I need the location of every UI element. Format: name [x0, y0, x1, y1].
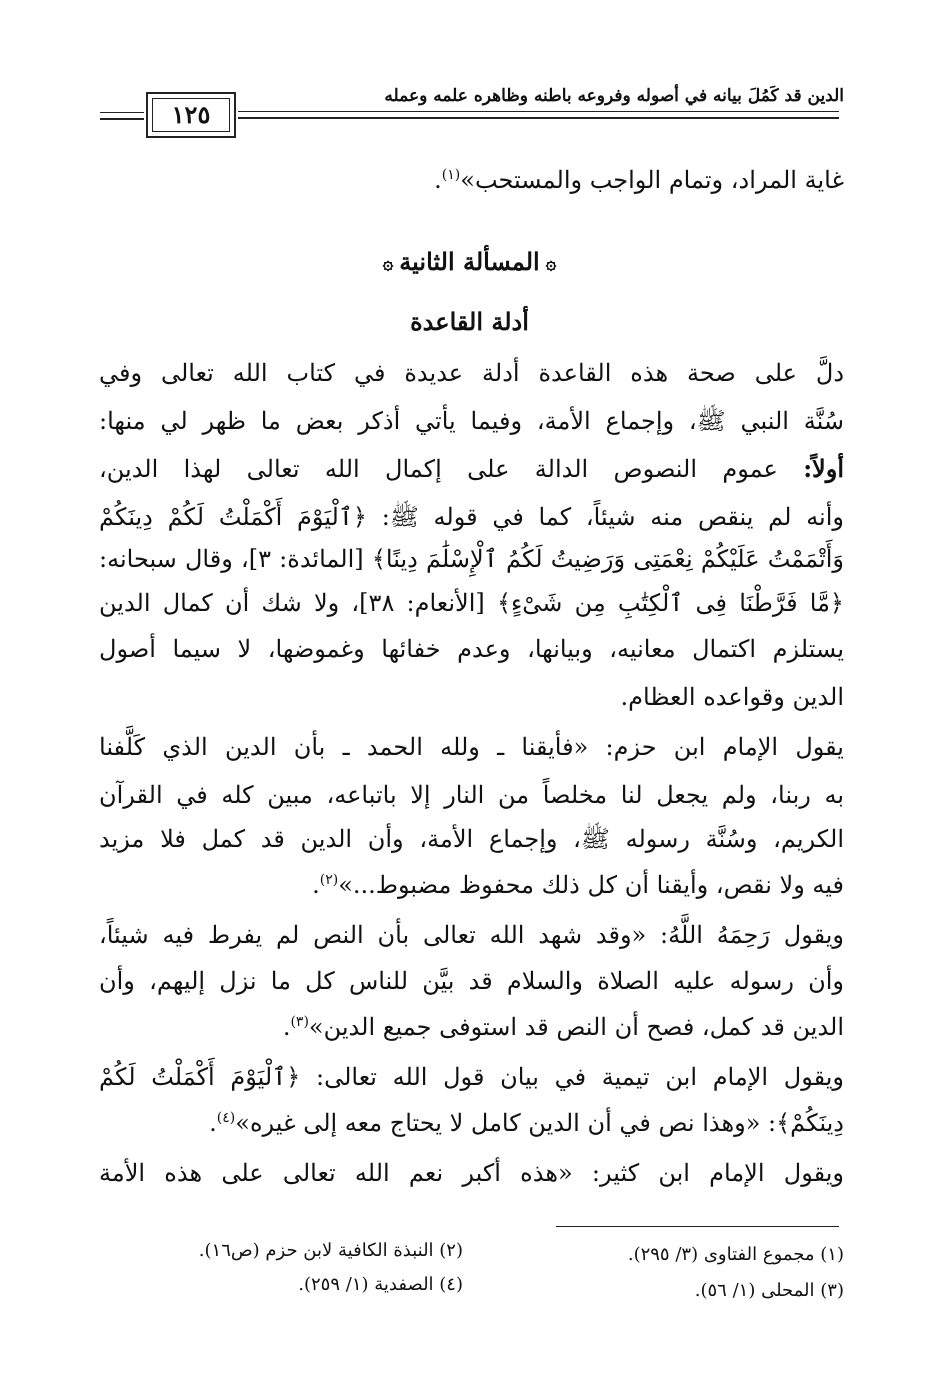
text-line: ﴿مَّا فَرَّطْنَا فِى ٱلْكِتَٰبِ مِن شَىْءٍ﴾ [الأنعام: ٣٨]، ولا شك أن كمال الدين — [99, 589, 844, 617]
running-header-title: الدين قد كَمُلَ بيانه في أصوله وفروعه باطنه وظاهره علمه وعمله — [384, 86, 844, 106]
footnote-ref: (٤) — [216, 1110, 236, 1126]
text-line: وَأَتْمَمْتُ عَلَيْكُمْ نِعْمَتِى وَرَضِيتُ لَكُمُ ٱلْإِسْلَٰمَ دِينًا﴾ [المائدة: ٣]، وقال سبحانه: — [99, 545, 844, 573]
text-line: وأنه لم ينقص منه شيئاً، كما في قوله ﷺ: ﴿ٱلْيَوْمَ أَكْمَلْتُ لَكُمْ دِينَكُمْ — [99, 503, 844, 531]
section-title: ۞المسألة الثانية۞ — [0, 244, 939, 282]
text-line: يستلزم اكتمال معانيه، وبيانها، وعدم خفائها وغموضها، لا سيما أصول — [99, 635, 845, 663]
header-rule — [238, 111, 839, 112]
text-line: فيه ولا نقص، وأيقنا أن كل ذلك محفوظ مضبوط...»$^{(٢)}$. — [312, 871, 844, 899]
ornament-icon: ۞ — [545, 252, 557, 274]
footnote-ref: (٣) — [290, 1014, 309, 1030]
header-rule — [238, 117, 839, 119]
text-line: الدين وقواعده العظام. — [620, 683, 844, 711]
page-number: ١٢٥ — [171, 100, 211, 129]
text-line: دِينَكُمْ﴾: «وهذا نص في أن الدين كامل لا يحتاج معه إلى غيره»$^{(٤)}$. — [209, 1109, 844, 1137]
text-line: أولاً: عموم النصوص الدالة على إكمال الله تعالى لهذا الدين، — [99, 454, 844, 483]
header-rule — [100, 118, 144, 120]
footnote-ref: (٢) — [319, 872, 339, 888]
footnote-ref: (١) — [441, 167, 461, 183]
header-rule — [100, 112, 144, 113]
subsection-title: أدلة القاعدة — [410, 307, 529, 336]
text-line: ويقول الإمام ابن كثير: «هذه أكبر نعم الله تعالى على هذه الأمة — [99, 1159, 844, 1187]
text-line: به ربنا، ولم يجعل لنا مخلصاً من النار إلا باتباعه، مبين كله في القرآن — [99, 781, 844, 809]
footnote: (١) مجموع الفتاوى (٣/ ٢٩٥). — [627, 1244, 844, 1265]
footnote: (٢) النبذة الكافية لابن حزم (ص١٦). — [198, 1240, 463, 1261]
text-line: ويقول الإمام ابن تيمية في بيان قول الله تعالى: ﴿ٱلْيَوْمَ أَكْمَلْتُ لَكُمْ — [99, 1063, 845, 1091]
page-number-frame — [146, 92, 236, 138]
text-line: غاية المراد، وتمام الواجب والمستحب»$^{(١)}$. — [434, 166, 844, 194]
text-line: يقول الإمام ابن حزم: «فأيقنا ـ ولله الحمد ـ بأن الدين الذي كَلَّفنا — [99, 733, 844, 761]
footnote: (٤) الصفدية (١/ ٢٥٩). — [298, 1274, 463, 1295]
text-line: ويقول رَحِمَهُ اللَّهُ: «وقد شهد الله تعالى بأن النص لم يفرط فيه شيئاً، — [99, 921, 844, 949]
text-line: وأن رسوله عليه الصلاة والسلام قد بيَّن للناس كل ما نزل إليهم، وأن — [99, 967, 844, 995]
text-line: الكريم، وسُنَّة رسوله ﷺ، وإجماع الأمة، وأن الدين قد كمل فلا مزيد — [99, 825, 844, 853]
text-line: الدين قد كمل، فصح أن النص قد استوفى جميع الدين»$^{(٣)}$. — [282, 1013, 844, 1041]
footnote: (٣) المحلى (١/ ٥٦). — [694, 1280, 844, 1301]
text-line: سُنَّة النبي ﷺ، وإجماع الأمة، وفيما يأتي أذكر بعض ما ظهر لي منها: — [99, 407, 844, 435]
ornament-icon: ۞ — [382, 252, 394, 274]
footnote-separator — [556, 1226, 839, 1227]
text-line: دلَّ على صحة هذه القاعدة أدلة عديدة في كتاب الله تعالى وفي — [99, 359, 844, 387]
